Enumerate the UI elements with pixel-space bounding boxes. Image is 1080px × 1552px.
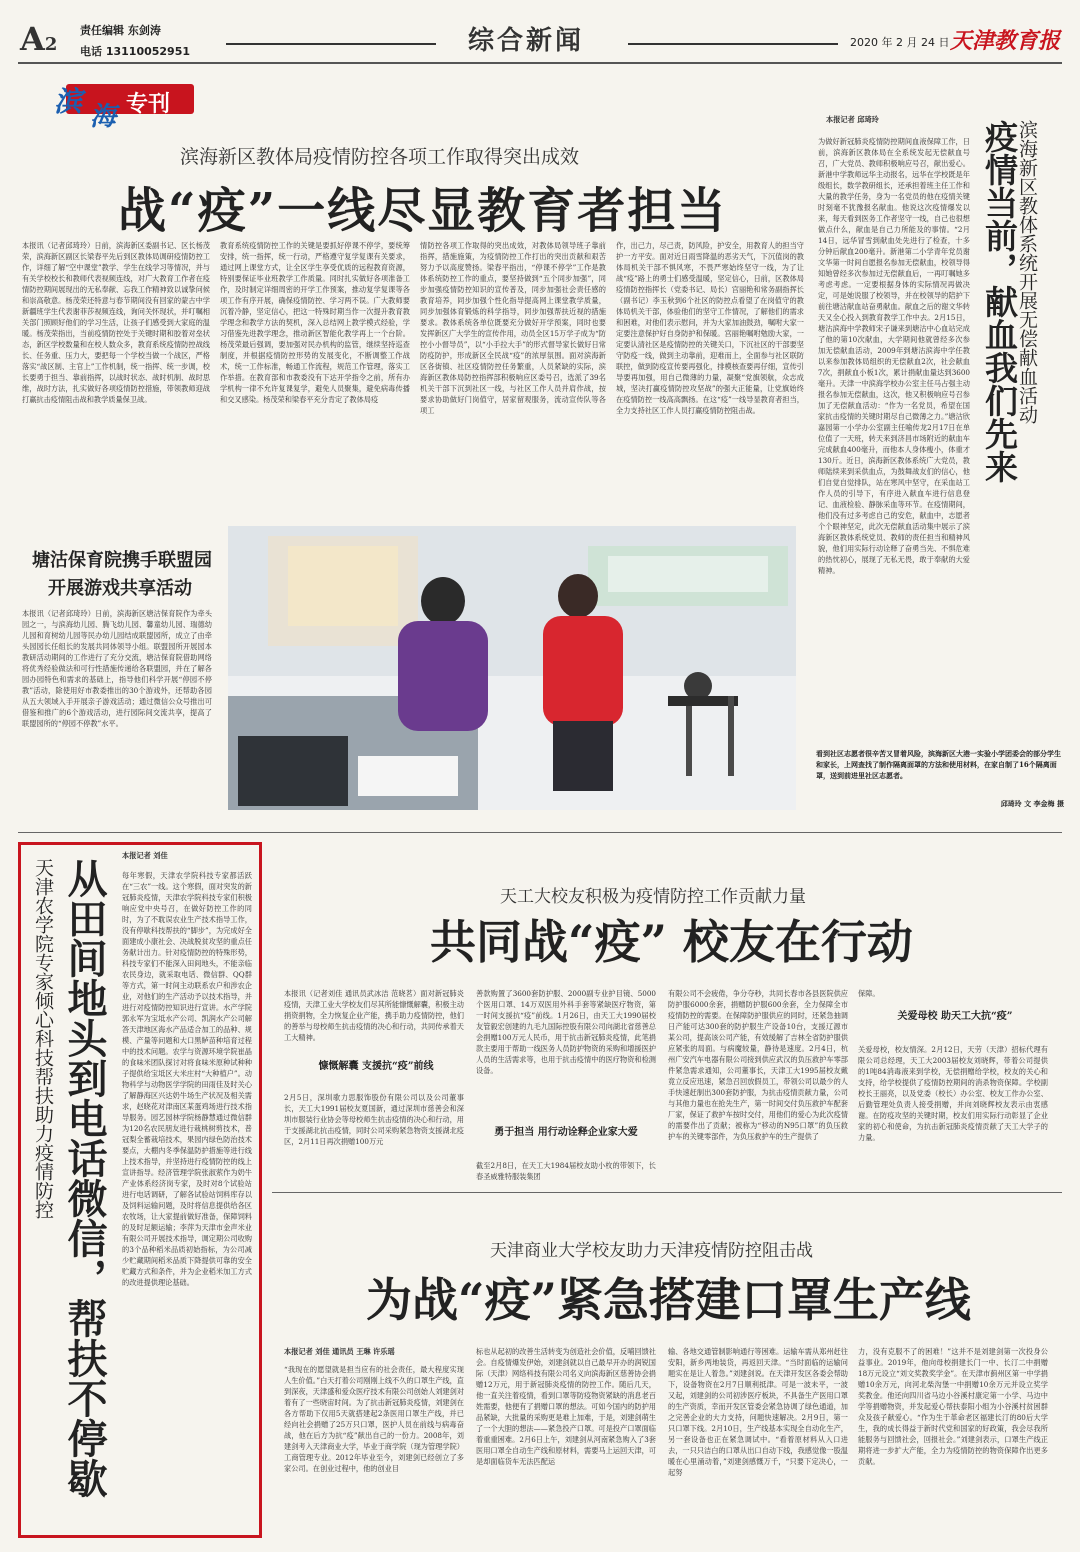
tag-char-1: 滨 (54, 85, 83, 118)
tiangong-col-2: 善款购置了3600套防护服、2000副专业护目镜、5000个医用口罩、14万双医用外科手套等紧缺医疗物资，第一时间支援抗“疫”前线。1月26日，由天工大1990届校友管毅宏创建的九毛九国际控股有限公司向湖北省慈善总会捐赠100万元人民币，用于抗击新冠肺炎疫情，此笔捐款主要用于帮助一线医务人员防护物资的采购和增援医护人员的生活需求等，也用于抗击疫情中的医疗物资和检测设备。 (476, 989, 656, 1075)
lead-column-4: 作，出己力，尽己责，防风险，护安全，用教育人的担当守护一方平安。面对近日雨雪降温的恶劣天气，下沉值岗的教体局机关干部不惧风寒，不畏严寒始终坚守一线，为了让战“疫”路上的勇士们感受温暖，坚定信心，日前，区教体局疫情防控指挥长（党委书记、局长）宫丽艳和常务副指挥长（副书记）李玉秋到6个社区的防控点看望了在岗值守的教体局机关干部，体验他们的坚守工作情况，了解他们的需求和困难，对他们表示慰问，并为大家加油鼓劲，嘱咐大家一定要注意保护好自身防护和保暖。宫丽艳嘱咐勉励大家，一定要认清社区是疫情防控的关键关口，下沉社区的干部要坚守防疫一线，做到主动靠前，迎难而上，全面参与社区联防联控，做到防疫宣传要再强化，排模核查要再仔细，宣传引导要再加强，用自己微薄的力量，凝聚“党旗领航，众志成城，坚决打赢疫情防控攻坚战”的强大正能量，让党旗始终在疫情防控一线高高飘扬。在这“疫”一线导显教育者担当，全力支持社区工作人员打赢疫情防控阻击战。 (616, 241, 804, 415)
section-title: 综合新闻 (468, 26, 585, 56)
news-photo (228, 526, 796, 810)
blood-text-continued (818, 530, 1064, 726)
tiangong-col-1b: 2月5日，深圳歌力思服饰股份有限公司以及公司董事长，天工大1991届校友夏国新，通过深圳市慈善会和深圳市服装行业协会等母校师生抗击疫情的决心和行动，用于支援湖北抗击疫情，同时公司采购紧急物资支援湖北疫区，2月11日再次捐赠100万元 (284, 1093, 464, 1146)
masthead (0, 0, 1080, 62)
masthead-right-rule (628, 43, 838, 45)
photo-caption: 看到社区志愿者很辛苦又冒着风险，滨海新区大港一实验小学团委会的部分学生和家长，上网查找了制作隔离面罩的方法和使用材料，在家自制了16个隔离面罩，送到前进里社区志愿者。 (816, 749, 1061, 780)
tiangong-col-3: 有限公司不会疲倦，争分夺秒，共同长春市各县医院供应防护服6000余套，捐赠防护服600余套，全力保障全市疫情防控的需要。在保障防护服供应的同时，还紧急抽调日产能可达300套的防护服生产设备10台，支援辽源市某公司，提高该公司产能，有效缓解了吉林全省防护服供应紧张的局面。与病魔较量，静待是速度。2月4日，杭州广安汽车电器有限公司接到供应武汉的负压救护车零部件紧急需求通知，公司董事长，天津工大1995届校友戴竟立反应迅速，紧急召回放假员工，带领公司以最少的人手快速赶制出300套防护服，为抗击疫情贡献力量，公司与其他力量也在抢先生产，第一时间交付负压救护车配套厂家，保证了救护车按时交付，用他们的爱心为此次疫情的需要作出了贡献；被称为“移动的N95口罩”的负压救护车的关键零部件，为负压救护车的生产提供了 (668, 989, 848, 1141)
shangda-col-3: 输、各地交通管制影响通行等困难。运输车需从郑州赶往安阳，新乡两地装货，再返回天津。“当时面临的运输问题实在是让人着急。”刘建剑说。在天津开发区各委会帮助下，设备物资在2月7日顺利抵津。可是一波未平，一波又起，刘建剑的公司初涉医疗板块，不具备生产医用口罩的生产资质，幸而开发区管委会紧急协调了绿色通道，加之完善企业的大力支持，问题快速解决。2月9日，第一只口罩下线。2月10日，生产线基本实现全自动化生产，另一套设备也正在紧急调试中。“看着原材料从入口进去，一只只洁白的口罩从出口自动下线，我感觉像一股温暖在心里涌动着，”刘建剑感慨万千，“只要下定决心，一起努 (668, 1347, 848, 1477)
tiangong-kicker: 天工大校友积极为疫情防控工作贡献力量 (500, 887, 806, 907)
page-number (20, 20, 57, 58)
lead-title: 战“疫”一线尽显教育者担当 (118, 183, 728, 239)
section-divider-2 (272, 1192, 1062, 1193)
shangda-col-4: 力，没有克服不了的困难！”这并不是刘建剑第一次投身公益事业。2019年，他向母校捐建长门一中、长汀二中捐赠18万元设立“刘文奖教奖学金”。在天津市蓟州区第一中学捐赠10余万元，向河北柴沟堡一中捐赠10余万元并设立奖学奖教金。他还向四川省马边小谷溪村康定第一小学、马边中学等捐赠物资，并发起爱心帮扶泰阳小组为小谷溪村贫困群众及孩子献爱心。“作为生于革命老区福建长汀的80后大学生，我的成长得益于新时代党和国家的好政策，我会尽我所能服务与回馈社会，回报社会。”刘建剑表示，口罩生产线正期将进一步扩大产能，全力为疫情防控的物资保障作出更多贡献。 (858, 1347, 1048, 1466)
tag-text: 专刊 (126, 92, 171, 117)
shangda-kicker: 天津商业大学校友助力天津疫情防控阻击战 (490, 1241, 813, 1261)
photo-credit: 邱琦玲 文 李金梅 摄 (1000, 799, 1064, 808)
tag-char-2: 海 (90, 102, 117, 132)
tiangong-sub-3: 关爱母校 助天工大抗“疫” (897, 1011, 1013, 1022)
issue-date: 2020 年 2 月 24 日 (850, 36, 950, 49)
editor-line: 责任编辑 东剑涛 (80, 24, 161, 37)
lead-column-1: 本报讯（记者邱琦玲）日前，滨海新区委副书记、区长杨茂荣，滨海新区副区长梁春平先后到区教体局调研疫情防控工作，详细了解“空中课堂”教学、学生在线学习等情况，并与有关学校校长和教师代表视频连线，对广大教育工作者在疫情防控期间展现出的无私奉献、忘我工作精神致以诚挚问候和崇高敬意。杨茂荣还特意与春节期间没有回家的蒙古中学新疆班学生代表谢菲莎视频连线，询问关怀现状，并叮嘱相关部门照顾好他们的学习生活，让孩子们感受到大家庭的温暖。杨茂荣指出，当前疫情防控处于关键时期和胶着对垒状态，新区学校数量和在校人数众多，教育系统疫情防控战线长、任务重、压力大，要把每一个学校当做一个战区，严格落实“战区制、主官上”工作机制，统一指挥、统一步调，校长要勇于担当、靠前指挥，以战时状态、战时机制、战时思维，战时方法，扎实做好各项疫情防控措施，带领教师迎战打赢抗击疫情阻击战和教学质量保卫战。 (22, 241, 210, 404)
agri-kicker: 天津农学院专家倾心科技帮扶助力疫情防控 (32, 858, 54, 1219)
shangda-col-2: 标也从起初的改善生活转变为创造社会价值，反哺回馈社会。自疫情爆发伊始，刘建剑就以自己最早开办的润锐国际（天津）网络科技有限公司名义向滨海新区慈善协会捐赠12万元，用于新冠肺炎疫情的防控工作。随后几天，他一直关注着疫情，看到口罩等防疫物资紧缺的消息老百姓需要，他便有了捐赠口罩的想法。可如今国内的防护用品紧缺，大批量的采购更是难上加难，于是，刘建剑萌生了一个大胆的想法——紧急投产口罩。可是投产口罩面临着重重困难。2月6日上午，刘建剑从河南紧急购入了3套医用口罩全自动生产线和原材料，需要马上运回天津，可是却面临货车无法匹配运 (476, 1347, 656, 1466)
paper-logo: 天津教育报 (950, 28, 1061, 54)
phone-line: 电话 13110052951 (80, 45, 191, 58)
tanggu-title-1: 塘沽保育院携手联盟园 (32, 550, 212, 571)
blood-title: 疫情当前，献血我们先来 (980, 120, 1019, 483)
tiangong-sub-2: 勇于担当 用行动诠释企业家大爱 (494, 1127, 638, 1138)
blood-byline: 本报记者 邱琦玲 (826, 115, 879, 124)
tiangong-col-1: 本报讯（记者刘佳 通讯员武冰洁 范晓茗）面对新冠肺炎疫情，天津工业大学校友们尽其所能慷慨解囊，积极主动捐资捐物，全力恢复企业产能，携手助力疫情防控，他们的善举与母校师生抗击疫情的决心和行动，共同传承着天工大精神。 (284, 989, 464, 1042)
page-letter: A (20, 20, 45, 58)
shangda-byline: 本报记者 刘佳 通讯员 王琳 许乐瑶 (284, 1347, 395, 1356)
lead-subtitle: 滨海新区教体局疫情防控各项工作取得突出成效 (180, 146, 580, 168)
tiangong-col-2b: 截至2月8日，在天工大1984届校友助小枚的带领下，长春圣威雅特服装集团 (476, 1161, 656, 1181)
tanggu-text: 本报讯（记者邱琦玲）日前，滨海新区塘沽保育院作为牵头园之一，与滨海幼儿园、腾飞幼儿园、馨童幼儿园、瑞德幼儿园和育树幼儿园等民办幼儿园结成联盟园所，成立了由牵头园园长任组长的发展共同体领导小组。联盟园所开展园本教研活动期间的工作进行了充分交流，塘沽保育院借助网络将优秀经验做法和可行性措施传递给各联盟园，并在了解各园办园特色和需求的基础上，指导他们科学开展“停园不停教”活动，除使用好市教委推出的30个游戏外，还帮助各园从五大领域入手开展亲子游戏活动；通过微信公众号推出可借鉴和推广的6个游戏活动，进行园际间交流共享，提高了联盟园所的“停园不停教”水平。 (22, 609, 212, 728)
agri-text: 每年寒假，天津农学院科技专家都活跃在“三农”一线。这个寒假，面对突发的新冠肺炎疫情，天津农学院科技专家们积极响应党中央号召，在做好防控工作的同时，为了不耽误农业生产技术指导工作，没有停歇科技帮扶的“脚步”，为完成好全面建成小康社会、决战脱贫攻坚的重点任务献计出力。针对疫情防控的特殊形势，科技专家们不能深入田间地头，不能亲临农民身边，就采取电话、微信群、QQ群等方式，第一时间主动联系农户和涉农企业，对他们的生产活动予以技术指导，并进行对疫情防控知识进行宣讲。水产学院郭永军为宝坻水产公司、凯润水产公司解答天津地区海水产品适合加工的品种、规模、产量等问题和大口黑鲈苗种培育过程中的技术问题。农学与资源环境学院崔晶的食味米团队探讨对将食味米原种试种种子提供给宝坻区大米庄村“大种植户”。动物科学与动物医学学院的田雨佳及时关心了解静海区兴达奶牛场生产状况及相关需求，赵晓花对津南区某蛋鸡场进行技术指导服务。园艺园林学院杨静慧通过微信群为120名农民朋友进行栽桃树剪技术，普冠梨全蓄栽培技术，果园内绿色防治技术要点，大棚内冬季保温防护措施等进行线上技术指导，并坚持进行疫情防控的线上宣讲指导。经济管理学院张淑萦作为奶牛产业体系经济岗专家，及时对8个试验站进行电话调研，了解各试验站饲料库存以及饲料运输问题，及时将信息提供给各区农牧场，让大家提前做好准备，保障饲料的及时足额运输；李萍为天津市金声米业有限公司开展技术指导，调定期公司收购的3个品种稻米品质初始指标，为公司减少贮藏期间稻米品质下降提供可靠的安全贮藏方式和条件，并为企业稻米加工方式的改进提供理论基础。 (122, 871, 252, 1287)
blood-kicker: 滨海新区教体系统开展无偿献血活动 (1016, 120, 1038, 424)
section-divider-1 (18, 832, 1062, 833)
lead-column-3: 情防控各项工作取得的突出成效，对教体局领导班子靠前指挥，措施施策，为疫情防控工作打出的突出贡献和艰苦努力予以高度赞扬。梁春平指出，“停课不停学”工作是教体系统防控工作的重点，要坚持做到“五个同步加强”，同步加强疫情防控知识的宣传普及，同步加强社会责任感的教育培养，同步加强个性化指导提高网上课堂教学质量，同步加强体育锻炼的科学指导，同步加强帮扶近视的措施要求。教体系统各单位既要充分做好开学预案，同时也要发挥新区广大学生的宣传作用，动员全区15万学子成为“防控小小督导员”，以“小手拉大手”的形式督导家长做好日常防疫防护，形成新区全民战“疫”的浓厚氛围。面对滨海新区各街镇、社区疫情防控任务繁重，人员紧缺的实际，滨海新区教体局防控指挥部积极响应区委号召，选派了39名机关干部下沉到社区一线，与社区工作人员并肩作战，按要求协助做好门岗值守，居家留观服务，流动宣传队等各项工 (420, 241, 606, 415)
tiangong-col-4: 关爱母校，校友情深。2月12日，天劳（天津）招标代理有限公司总经理，天工大2003届校友刘晓辉，带着公司提供的1吨84消毒液来到学校，无偿捐赠给学校，校友的关心和支持，给学校提供了疫情防控期间的消杀物资保障。学校副校长王丽亮，以及党委（校长）办公室、校友工作办公室、后勤管理处负责人接受捐赠，并向刘晓辉校友表示由衷感谢。在防疫攻坚的关键时期，校友们用实际行动彰显了企业家的初心和使命，为抗击新冠肺炎疫情贡献了天工大学子的力量。 (858, 1045, 1048, 1142)
shangda-title: 为战“疫”紧急搭建口罩生产线 (366, 1273, 971, 1327)
agri-title: 从田间地头到电话微信，帮扶不停歇 (61, 858, 108, 1498)
tanggu-title-2: 开展游戏共享活动 (48, 578, 192, 599)
masthead-bottom-rule (18, 62, 1062, 64)
photo-illustration (228, 526, 796, 810)
blood-text: 为做好新冠肺炎疫情防控期间血液保障工作，日前，滨海新区教体局在全系统发起无偿献血号召，广大党员、教师积极响应号召，献出爱心。新港中学教师远华主动报名，远华在学校既是年级组长，数学教研组长，还承担着班主任工作和大量的教学任务，身为一名党员的他在疫情关键时刻毫不犹豫报名献血。他说这次疫情爆发以来，每天看到医务工作者坚守一线，自己也很想做点什么，献血是自己力所能及的事情。“2月14日，远华冒雪到献血处先进行了检查，十多分钟后献血200毫升。新港第二小学青年党员谢文华第一时间自愿报名参加无偿献血，校领导得知她曾经多次参加过无偿献血后，一再叮嘱她多考虑考虑。一定要根据身体的实际情况再做决定，可是她说服了校领导，并在校领导的陪护下前往塘沽献血站奋勇献血。献血之后的谢文华转天又全心投入到教育教学工作中去。2月15日，塘沽滨海中学教师宋子谦来到塘沽中心血站完成了他的第10次献血，大学期间他就曾经多次参加无偿献血活动，2009年到塘沽滨海中学任教以来参加教体局组织的无偿献血2次，社会献血7次，捐献血小板1次，累计捐献血量达到3600毫升。天津一中滨海学校办公室主任马占强主动报名参加无偿献血，这次，他又积极响应号召参加了无偿献血活动：“作为一名党员，希望在国家抗击疫情的关键时期尽自己微薄之力。”塘沽欣嘉园第一小学办公室副主任喻传龙2月17日在单位值了一天班，转天来到济昌市场附近的献血车完成献血400毫升，而他本人身体瘦小，体重才130斤。近日，滨海新区教体系统广大党员，教师陆续来到采供血点，为鼓舞战友们的信心，他们自觉自觉排队，站在寒风中坚守，在采血站工作人员的引导下，有序进入献血车进行信息登记、血液检验、静脉采血等环节。在疫情期间，他们没有过多考虑自己的安危，献血中，志愿者个个眼神坚定，此次无偿献血活动集中展示了滨海新区教体系统党员、教师的责任担当和精神风貌，他们用实际行动诠释了奋勇当先、不惧危难的热忱初心，展现了无私无畏，敢于奉献的大爱精神。 (818, 137, 970, 575)
tiangong-col-4a: 保障。 (858, 989, 880, 998)
masthead-left-rule (226, 43, 436, 45)
agri-byline: 本报记者 刘佳 (122, 851, 168, 860)
lead-column-2: 教育系统疫情防控工作的关键是要抓好停课不停学，要统筹安排，统一指挥，统一行动，严格遵守复学复课有关要求，通过网上课堂方式，让全区学生享受优质的远程教育资源，特别要保证毕业班教学工作质量。同时扎实做好各项准备工作，及时制定详细周密的开学工作预案，推动复学复课等各项工作有序开展，确保疫情防控、学习两不误。广大教师要沉着冷静，坚定信心，把这一特殊时期当作一次提升教育教学理念和教学方法的契机，深入总结网上教学模式经验，学习借鉴先进教学理念，推动新区智能化教学再上一个台阶。杨茂荣最后强调，要加强对民办机构的监管，继续坚持巡查制度，并根据疫情防控形势的发展变化，不断调整工作战术，统一工作标准，畅通工作流程，规范工作管理，落实工作举措。在教育部和市教委没有下达开学指令之前，所有办学机构一律不允许复课复学，避免人员聚集，避免病毒传播和交叉感染。杨茂荣和梁春平充分肯定了教体局疫 (220, 241, 410, 404)
special-section-tag (40, 78, 195, 132)
page-digit: 2 (44, 34, 58, 55)
tiangong-sub-1: 慷慨解囊 支援抗“疫”前线 (318, 1061, 434, 1072)
tiangong-title: 共同战“疫” 校友在行动 (430, 915, 913, 969)
shangda-col-1: “我现在的愿望就是担当应有的社会责任，最大程度实现人生价值。”白天打着公司刚刚上线不久的口罩生产线，直到深夜，天津盛和爱众医疗技术有限公司创始人刘建剑对着有了一些晓宙时间。为了抗击新冠肺炎疫情，刘建剑在各方帮助下仅用5天就搭建起2条医用口罩生产线，并已经向社会捐赠了25万只口罩，医护人员在前线与病毒奋战，他在后方为抗“疫”献出自己的一份力。2008年，刘建剑考入天津商业大学，毕业于商学院（现为管理学院）工商管理专业。2012年毕业至今，刘建剑已经创立了多家公司。在创业过程中，他的创业目 (284, 1365, 464, 1473)
